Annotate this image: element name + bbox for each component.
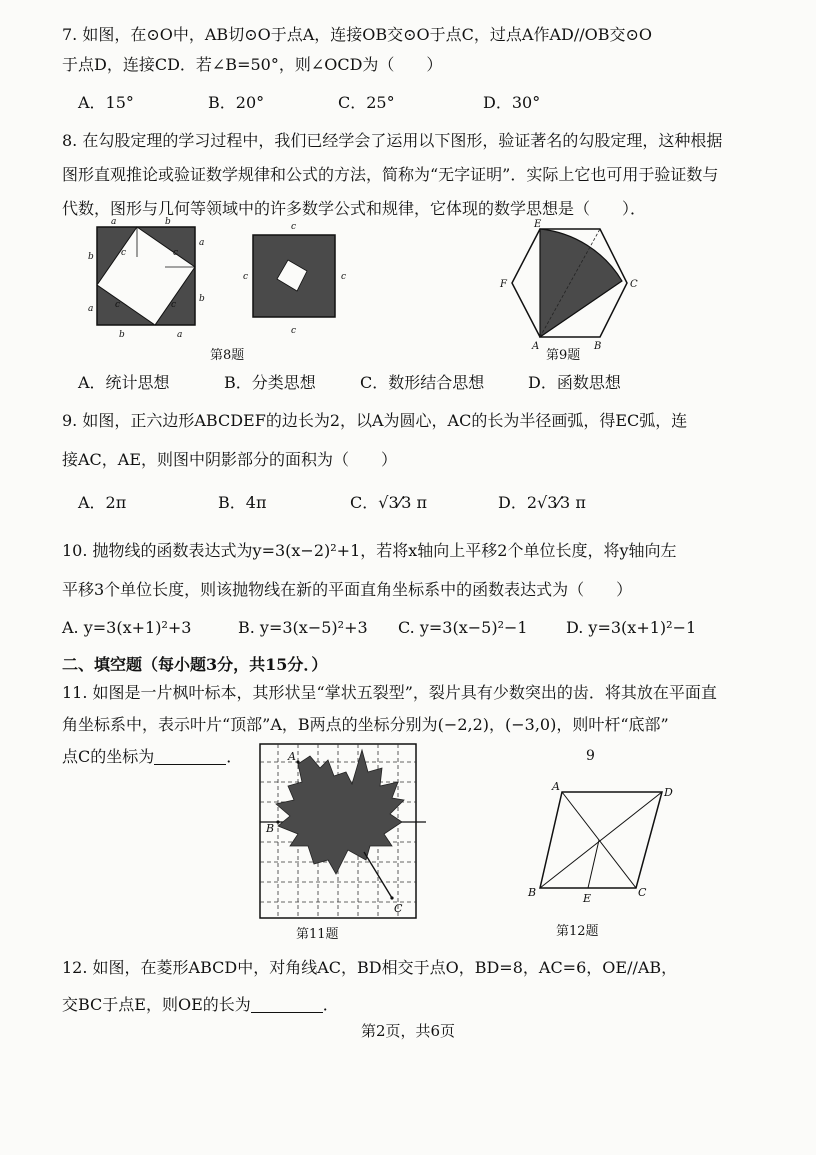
- q11-line2: 角坐标系中，表示叶片“顶部”A，B两点的坐标分别为(−2,2)，(−3,0)，则叶杆“底部”: [62, 715, 669, 734]
- figure-8b: [253, 235, 335, 317]
- q8-line3: 代数，图形与几何等领域中的许多数学公式和规律，它体现的数学思想是（ ）．: [62, 199, 647, 218]
- fig12-label-b: B: [528, 886, 537, 899]
- q9-line1: 9. 如图，正六边形ABCDEF的边长为2，以A为圆心，AC的长为半径画弧，得EC弧，连: [62, 411, 688, 430]
- fig9-label-e: E: [534, 219, 542, 230]
- fig8a-label-b1: b: [165, 217, 171, 227]
- q8-option-a: A．统计思想: [78, 373, 170, 392]
- q10-line1: 10. 抛物线的函数表达式为y=3(x−2)²+1，若将x轴向上平移2个单位长度，将y轴向左: [62, 541, 677, 560]
- q7-option-d: D．30°: [483, 93, 541, 112]
- q10-option-b: B. y=3(x−5)²+3: [238, 618, 368, 637]
- figure-12-caption: 第12题: [556, 924, 599, 939]
- fig11-label-a: A: [288, 750, 296, 763]
- figure-8-caption: 第8题: [210, 348, 245, 363]
- fig8b-label-c2: c: [341, 272, 347, 282]
- segment-oe: [588, 840, 599, 888]
- stray-mark: 9: [586, 748, 595, 764]
- page-footer: 第2页，共6页: [360, 1022, 456, 1040]
- q10-option-d: D. y=3(x+1)²−1: [566, 618, 697, 637]
- fig11-label-b: B: [266, 822, 275, 835]
- q11-answer-blank[interactable]: [154, 748, 226, 765]
- q7-line1: 7. 如图，在⊙O中，AB切⊙O于点A，连接OB交⊙O于点C，过点A作AD//OB交⊙O: [62, 25, 653, 44]
- fig8b-label-c1: c: [291, 222, 297, 232]
- fig9-label-a: A: [532, 341, 540, 352]
- q11-line3-end: ．: [226, 747, 243, 766]
- figure-12: [520, 778, 680, 908]
- fig9-label-f: F: [500, 279, 507, 290]
- fig8a-label-c1: c: [121, 248, 127, 258]
- fig12-label-e: E: [583, 892, 592, 905]
- q12-answer-blank[interactable]: [251, 996, 323, 1013]
- q7-line2: 于点D，连接CD．若∠B=50°，则∠OCD为（ ）: [62, 55, 443, 74]
- q10-option-a: A. y=3(x+1)²+3: [62, 618, 192, 637]
- q8-option-d: D．函数思想: [528, 373, 621, 392]
- q9-option-c: C．√3⁄3 π: [350, 493, 428, 512]
- q9-option-a: A．2π: [78, 493, 127, 512]
- q10-option-c: C. y=3(x−5)²−1: [398, 618, 528, 637]
- q10-line2: 平移3个单位长度，则该抛物线在新的平面直角坐标系中的函数表达式为（ ）: [62, 580, 633, 599]
- fig12-label-d: D: [664, 786, 673, 799]
- q8-option-c: C．数形结合思想: [360, 373, 485, 392]
- q8-line1: 8. 在勾股定理的学习过程中，我们已经学会了运用以下图形，验证著名的勾股定理，这种根据: [62, 131, 723, 150]
- fig12-label-c: C: [638, 886, 647, 899]
- figure-8a: [97, 227, 195, 325]
- fig8a-label-a3: a: [88, 304, 94, 314]
- q12-line2-end: ．: [322, 995, 339, 1014]
- maple-leaf: [276, 750, 404, 874]
- figure-8: [85, 215, 360, 350]
- q8-option-b: B．分类思想: [224, 373, 316, 392]
- fig9-label-b: B: [594, 341, 602, 352]
- figure-11: [258, 742, 428, 922]
- fig8a-label-a1: a: [111, 217, 117, 227]
- q8-line2: 图形直观推论或验证数学规律和公式的方法，简称为“无字证明”．实际上它也可用于验证数与: [62, 165, 719, 184]
- figure-9-caption: 第9题: [546, 348, 581, 363]
- q7-option-a: A．15°: [78, 93, 134, 112]
- q11-line1: 11. 如图是一片枫叶标本，其形状呈“掌状五裂型”，裂片具有少数突出的齿．将其放在平面直: [62, 683, 717, 702]
- q11-line3: [62, 744, 242, 767]
- q12-line1: 12. 如图，在菱形ABCD中，对角线AC，BD相交于点O，BD=8，AC=6，OE//AB，: [62, 958, 678, 977]
- q9-line2: 接AC，AE，则图中阴影部分的面积为（ ）: [62, 450, 398, 469]
- q9-option-d: D．2√3⁄3 π: [498, 493, 586, 512]
- figure-11-caption: 第11题: [296, 927, 339, 942]
- fig8a-label-b3: b: [88, 252, 94, 262]
- shaded-sector: [540, 229, 622, 337]
- section-heading: 二、填空题（每小题3分，共15分．）: [62, 655, 328, 674]
- fig12-label-a: A: [552, 780, 560, 793]
- q12-line2-text: 交BC于点E，则OE的长为: [62, 995, 251, 1014]
- q12-line2: [62, 992, 339, 1015]
- fig9-label-c: C: [630, 279, 638, 290]
- q7-option-b: B．20°: [208, 93, 265, 112]
- q7-option-c: C．25°: [338, 93, 395, 112]
- q11-line3-text: 点C的坐标为: [62, 747, 155, 766]
- fig8b-label-c4: c: [243, 272, 249, 282]
- q9-option-b: B．4π: [218, 493, 267, 512]
- fig8a-label-c2: c: [173, 248, 179, 258]
- fig8a-label-c4: c: [115, 300, 121, 310]
- fig11-label-c: C: [394, 902, 403, 915]
- fig8a-label-b4: b: [119, 330, 125, 340]
- fig8b-label-c3: c: [291, 326, 297, 336]
- fig8a-label-c3: c: [171, 300, 177, 310]
- figure-9: [492, 215, 642, 355]
- fig8a-label-a2: a: [199, 238, 205, 248]
- fig8a-label-a4: a: [177, 330, 183, 340]
- fig8a-label-b2: b: [199, 294, 205, 304]
